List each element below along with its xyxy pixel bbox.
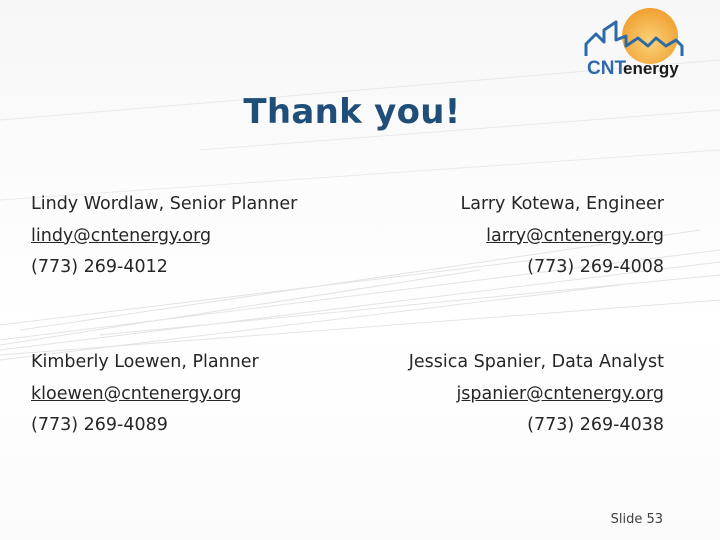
contact-phone: (773) 269-4089 <box>31 415 168 435</box>
contact-block-lindy <box>31 189 297 284</box>
contact-name: Kimberly Loewen, Planner <box>31 352 259 372</box>
slide-number: Slide 53 <box>610 512 663 527</box>
contact-name: Jessica Spanier, Data Analyst <box>408 352 664 372</box>
sun-icon <box>622 8 678 64</box>
contact-email-link[interactable]: lindy@cntenergy.org <box>31 225 212 246</box>
contact-name: Lindy Wordlaw, Senior Planner <box>31 194 298 214</box>
contact-email-link[interactable]: larry@cntenergy.org <box>486 225 664 246</box>
logo-text-cnt: CNT <box>587 58 627 79</box>
logo-graphic <box>580 6 688 80</box>
contact-email-link[interactable]: jspanier@cntenergy.org <box>456 383 664 404</box>
contact-name: Larry Kotewa, Engineer <box>460 194 664 214</box>
contact-phone: (773) 269-4008 <box>527 257 664 277</box>
contact-block-larry <box>460 189 664 284</box>
contact-phone: (773) 269-4038 <box>527 415 664 435</box>
cnt-energy-logo <box>580 6 688 80</box>
contact-email-link[interactable]: kloewen@cntenergy.org <box>31 383 242 404</box>
slide-title: Thank you! <box>243 92 461 132</box>
logo-text-energy: energy <box>623 59 679 78</box>
contact-phone: (773) 269-4012 <box>31 257 168 277</box>
contact-block-jessica <box>409 347 664 442</box>
contact-block-kimberly <box>31 347 259 442</box>
